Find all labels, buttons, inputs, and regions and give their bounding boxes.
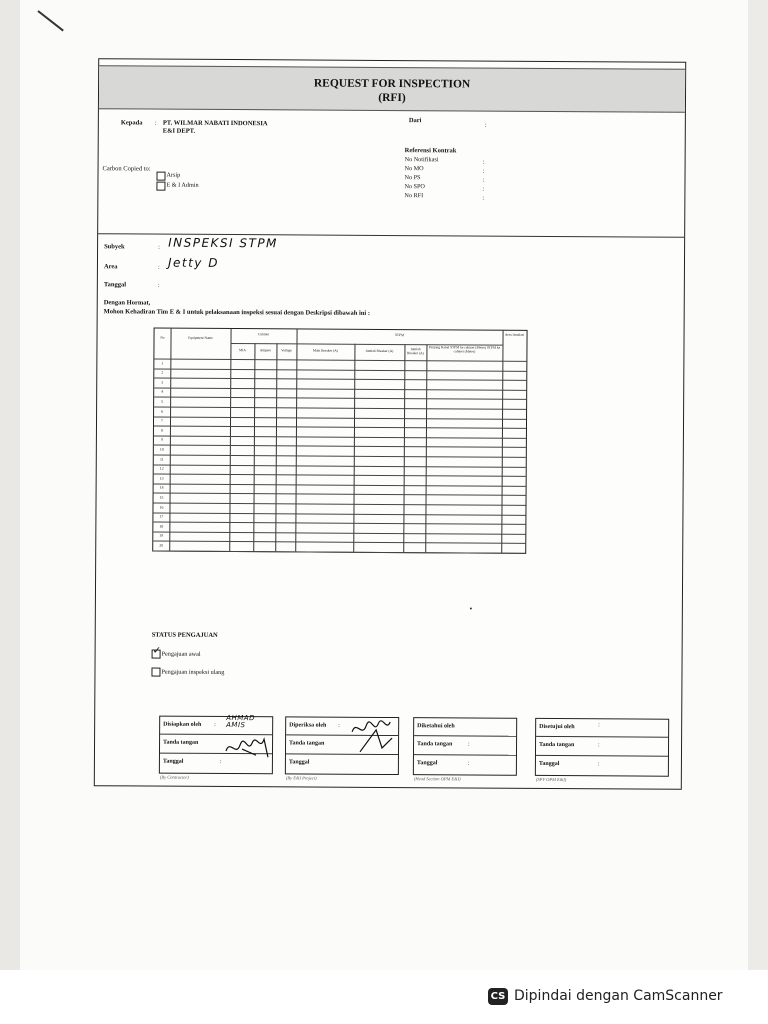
table-row bbox=[153, 522, 525, 525]
ref-colon: : bbox=[482, 176, 485, 184]
status-awal-checkbox[interactable] bbox=[152, 645, 162, 659]
th-voltage: Voltage bbox=[281, 348, 292, 353]
th-main-breaker: Main Breaker (A) bbox=[312, 348, 338, 353]
sig-known-sign-label: Tanda tangan bbox=[417, 741, 453, 748]
table-row bbox=[154, 397, 526, 400]
table-row bbox=[154, 407, 526, 410]
table-row-number: 18 bbox=[159, 524, 164, 529]
table-row-number: 5 bbox=[161, 399, 164, 404]
area-label: Area bbox=[103, 263, 118, 271]
table-row bbox=[153, 541, 525, 544]
kepada-value-1: PT. WILMAR NABATI INDONESIA bbox=[162, 119, 268, 128]
kepada-label: Kepada bbox=[120, 119, 143, 127]
table-row bbox=[154, 368, 526, 371]
sig-checked-sign-label: Tanda tangan bbox=[289, 740, 325, 747]
dari-label: Dari bbox=[408, 117, 422, 125]
sig-checked-foot: (By E&I Project) bbox=[285, 775, 317, 781]
sig-box-checked bbox=[285, 716, 399, 781]
status-ulang-checkbox[interactable] bbox=[151, 668, 160, 677]
sig-colon: : bbox=[467, 760, 470, 767]
ref-no-spo: No SPO bbox=[404, 183, 425, 191]
table-row bbox=[154, 387, 526, 390]
table-row-number: 19 bbox=[159, 533, 164, 538]
sig-prepared-date-label: Tanggal bbox=[162, 758, 184, 765]
status-title: STATUS PENGAJUAN bbox=[151, 631, 218, 639]
speck bbox=[470, 607, 472, 609]
dari-colon: : bbox=[484, 121, 487, 129]
sig-colon: : bbox=[598, 742, 600, 749]
table-row-number: 3 bbox=[161, 380, 164, 385]
cc-arsip-checkbox[interactable] bbox=[156, 172, 165, 181]
subyek-value[interactable]: INSPEKSI STPM bbox=[168, 235, 278, 251]
ref-no-rfi: No RFI bbox=[404, 192, 424, 200]
sig-approved-sign-label: Tanda tangan bbox=[539, 741, 575, 749]
sig-colon: : bbox=[219, 758, 222, 765]
table-row-number: 14 bbox=[159, 485, 164, 490]
sig-known-date-label: Tanggal bbox=[416, 760, 438, 767]
table-row bbox=[154, 464, 526, 467]
signature-scribble-1 bbox=[222, 731, 272, 761]
salutation: Dengan Hormat, bbox=[103, 299, 151, 307]
camscanner-logo-icon: CS bbox=[488, 988, 508, 1005]
table-row-number: 12 bbox=[159, 466, 164, 471]
ref-no-notifikasi: No Notifikasi bbox=[404, 156, 439, 164]
area-colon: : bbox=[157, 263, 160, 271]
ref-colon: : bbox=[482, 158, 485, 166]
table-row bbox=[154, 426, 526, 429]
check-mark-icon: ✓ bbox=[152, 645, 162, 657]
cc-arsip-label: Arsip bbox=[166, 171, 181, 179]
sig-prepared-role: Disiapkan oleh bbox=[163, 721, 202, 728]
ref-colon: : bbox=[482, 185, 485, 193]
table-row bbox=[153, 551, 525, 554]
sig-known-role: Diketahui oleh bbox=[417, 723, 455, 730]
table-row bbox=[154, 455, 526, 458]
th-jumlah-sub: Jumlah Breaker (A) bbox=[407, 347, 424, 356]
ref-no-ps: No PS bbox=[404, 174, 421, 182]
table-row-number: 11 bbox=[159, 457, 164, 462]
sig-colon: : bbox=[338, 722, 340, 729]
ref-no-mo: No MO bbox=[404, 165, 424, 173]
ref-colon: : bbox=[482, 167, 485, 175]
rfi-form bbox=[94, 58, 686, 790]
kepada-value-2: E&I DEPT. bbox=[162, 127, 196, 135]
table-row bbox=[154, 483, 526, 486]
sig-checked-date-label: Tanggal bbox=[288, 759, 310, 766]
paper-right-edge bbox=[748, 0, 768, 970]
sig-colon: : bbox=[468, 741, 470, 748]
table-row-number: 4 bbox=[161, 389, 164, 394]
scanner-watermark: Dipindai dengan CamScanner bbox=[514, 988, 723, 1004]
table-row-number: 10 bbox=[159, 447, 164, 452]
sig-checked-role: Diperiksa oleh bbox=[289, 722, 327, 729]
header-band bbox=[99, 65, 685, 113]
th-mark: MIA bbox=[239, 348, 246, 353]
sig-colon: : bbox=[214, 721, 216, 728]
table-row bbox=[154, 416, 526, 419]
tanggal-label: Tanggal bbox=[103, 281, 127, 289]
table-row-number: 7 bbox=[161, 418, 163, 423]
status-awal-label: Pengajuan awal bbox=[161, 650, 201, 658]
th-panjang-kabel: Panjang Kabel STPM ke cabinet (Meter) STPM ke cabinet (Meter) bbox=[428, 345, 501, 354]
signature-scribble-2 bbox=[346, 718, 398, 756]
inspection-table bbox=[152, 328, 527, 554]
th-no: No bbox=[160, 335, 165, 340]
sig-approved-role: Disetujui oleh bbox=[539, 723, 575, 731]
table-row-number: 20 bbox=[159, 543, 164, 548]
table-row-number: 1 bbox=[161, 361, 164, 366]
table-row-number: 15 bbox=[159, 495, 164, 500]
subyek-label: Subyek bbox=[104, 243, 125, 251]
tanggal-colon: : bbox=[157, 281, 160, 289]
th-stpm: STPM bbox=[394, 333, 405, 338]
form-subtitle: (RFI) bbox=[378, 91, 406, 105]
sig-prepared-foot: (By Contractor) bbox=[159, 774, 189, 780]
table-row-number: 9 bbox=[160, 437, 163, 442]
table-row-number: 16 bbox=[159, 505, 164, 510]
sig-box-known bbox=[413, 717, 517, 782]
cc-ei-admin-checkbox[interactable] bbox=[156, 182, 165, 191]
sig-box-approved bbox=[535, 718, 669, 783]
sig-approved-date-label: Tanggal bbox=[538, 760, 560, 768]
table-row bbox=[154, 474, 526, 477]
table-row bbox=[154, 445, 526, 448]
table-row bbox=[153, 512, 525, 515]
subyek-colon: : bbox=[158, 243, 160, 251]
form-title: REQUEST FOR INSPECTION bbox=[313, 77, 471, 91]
status-ulang-label: Pengajuan inspeksi ulang bbox=[161, 668, 225, 676]
sig-colon: : bbox=[598, 722, 600, 729]
sig-prepared-sign-label: Tanda tangan bbox=[163, 739, 199, 746]
table-row-number: 2 bbox=[161, 370, 164, 375]
table-row-number: 17 bbox=[159, 514, 164, 519]
referensi-label: Referensi Kontrak bbox=[404, 147, 457, 155]
th-area: Area Instalasi bbox=[504, 332, 525, 337]
sig-colon: : bbox=[597, 761, 600, 768]
table-row-number: 8 bbox=[160, 428, 163, 433]
th-equipment: Equipment Name bbox=[188, 335, 213, 340]
th-ampere: Ampere bbox=[259, 348, 272, 353]
ref-colon: : bbox=[482, 194, 485, 202]
table-row bbox=[154, 493, 526, 496]
table-row-number: 6 bbox=[161, 409, 164, 414]
sig-approved-foot: (SPV OPM E&I) bbox=[535, 776, 567, 783]
sig-box-prepared bbox=[159, 714, 273, 780]
sig-prepared-name[interactable]: AHMAD AMIS bbox=[226, 714, 256, 730]
area-value[interactable]: Jetty D bbox=[167, 255, 220, 270]
table-row bbox=[153, 531, 525, 534]
cc-label: Carbon Copied to: bbox=[102, 165, 151, 173]
cc-ei-admin-label: E & I Admin bbox=[166, 181, 199, 189]
kepada-colon: : bbox=[154, 119, 157, 127]
table-row bbox=[154, 378, 526, 381]
th-cabinet: Cabinet bbox=[258, 332, 269, 337]
table-row-number: 13 bbox=[159, 476, 164, 481]
request-text: Mohon Kehadiran Tim E & I untuk pelaksanaan inspeksi sesuai dengan Deskripsi dibawah ini : bbox=[103, 308, 371, 317]
sig-known-foot: (Head Section OPM E&I) bbox=[413, 776, 461, 782]
table-row bbox=[154, 503, 526, 506]
paper-left-edge bbox=[0, 0, 20, 970]
th-jumlah-breaker: Jumlah Breaker (A) bbox=[365, 348, 394, 354]
table-row bbox=[154, 435, 526, 438]
